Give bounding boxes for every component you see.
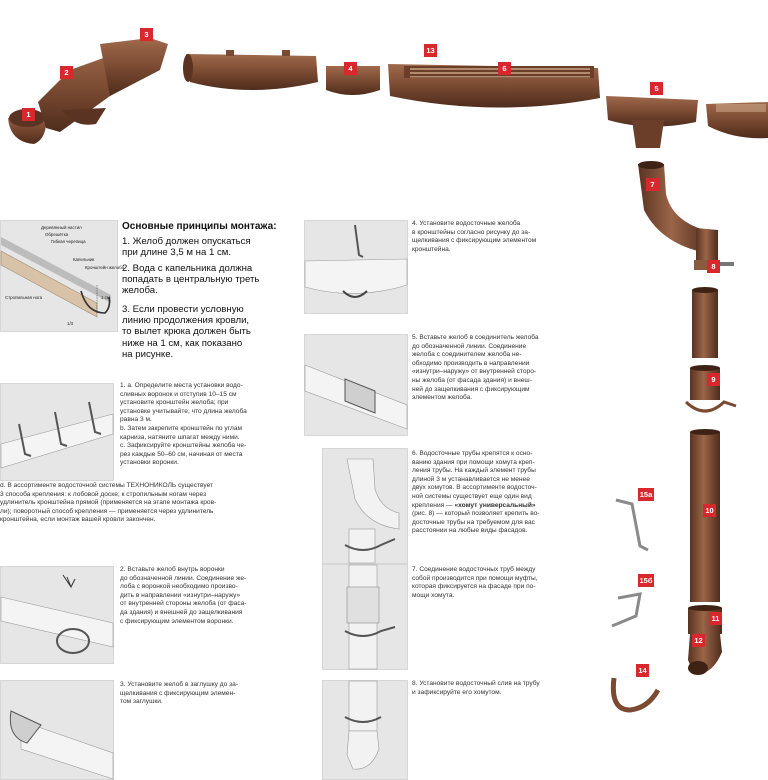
step6-text-bold: «хомут универсальный» [454,501,536,509]
roof-label-shingles: Гибкая черепица [51,239,86,244]
step6-text-c: (рис. 8) — который позволяет крепить во- досточные трубы на требуемом для вас расстоянии на любые виды фасадов. [412,510,540,535]
step4-illustration [304,220,408,314]
roof-dim-1cm: 1 см [101,295,110,300]
gutter-guard-section [388,64,600,108]
badge-15b: 15б [639,576,653,585]
step6-text-a: 6. Водосточные трубы крепятся к осно- ванию здания при помощи хомута креп- ления трубы. На каждый элемент трубы длиной 3 м устанавливается не менее двух хомутов. В ассортименте водосточ- ной системы существует еще один вид крепления — [412,450,537,509]
bracket-extender-rotary [612,594,640,626]
badge-9: 9 [707,373,720,386]
downpipe-assembly [600,150,768,778]
badge-13: 13 [424,44,437,57]
step3-illustration [0,680,114,780]
badge-1: 1 [22,108,35,121]
principles-title: Основные принципы монтажа: [122,221,277,232]
step2-text: 2. Вставьте желоб внутрь воронки до обозначенной линии. Соединение же- лоба с воронкой необходимо произво- дить в направлении «изнутри–наружу» от внутренней стороны желоба (от фаса- да здания) и внешней до защелкивания с фиксирующим элементом воронки. [120,566,247,625]
principle-1: 1. Желоб должен опускаться при длине 3,5 м на 1 см. [122,236,251,259]
badge-14: 14 [636,664,649,677]
gutter-corner-piece [100,38,168,96]
roof-section-diagram [0,220,125,332]
gutter-assembly-top [0,0,768,160]
step8-illustration [322,680,408,780]
step7-illustration [322,564,408,670]
step6-text [412,450,584,536]
roof-label-rafter: Стропильная нога [5,295,43,300]
badge-7: 7 [646,178,659,191]
gutter-section [183,50,318,90]
badge-8: 8 [707,260,720,273]
badge-4: 4 [344,62,357,75]
pipe-long [690,432,720,602]
badge-6: 6 [498,62,511,75]
badge-2: 2 [60,66,73,79]
step4-text: 4. Установите водосточные желоба в кронштейны согласно рисунку до за- щелкивания с фиксирующим элементом кронштейна. [412,220,537,253]
badge-10: 10 [703,504,716,517]
badge-3: 3 [140,28,153,41]
roof-label-bracket: Кронштейн желоба [85,265,125,270]
gutter-funnel [606,96,698,148]
badge-11: 11 [709,612,722,625]
roof-label-battens: Обрешётка [45,232,69,237]
pipe-segment [692,290,718,358]
step5-illustration [304,334,408,436]
step5-text: 5. Вставьте желоб в соединитель желоба до обозначенной линии. Соединение желоба с соединителем желоба не- обходимо производить в направлении «изнутри–наружу» от внутренней сторо- ны желоба (от фасада здания) и внеш- ней до защелкивания с фиксирующим элементом желоба. [412,334,539,402]
gutter-section-right [706,102,768,138]
step7-text: 7. Соединение водосточных труб между собой производится при помощи муфты, которая фиксируется на фасаде при по- мощи хомута. [412,566,538,599]
roof-label-decking: Деревянный настил [41,225,82,230]
step8-text: 8. Установите водосточный слив на трубу и зафиксируйте его хомутом. [412,680,540,696]
roof-dim-third: 1/3 [67,321,74,326]
badge-5: 5 [650,82,663,95]
step1-text: 1. а. Определите места установки водо- сливных воронок и отступив 10–15 см установите кронштейн желоба; при установке учитывайте, что длина желоба равна 3 м. b. Затем закрепите кронштейн по углам карниза, натяните шпагат между ними. c. Зафиксируйте кронштейны желоба че- рез каждые 50–60 см, начиная от места установки воронки. [120,382,247,467]
step1-illustration [0,383,114,481]
gutter-hook-bracket [613,678,658,710]
principle-2: 2. Вода с капельника должна попадать в центральную треть желоба. [122,263,260,297]
badge-15a: 15а [639,490,653,499]
bracket-extender-straight [616,500,648,550]
principle-3: 3. Если провести условную линию продолжения кровли, то вылет крюка должен быть ниже на 1 см, как показано на рисунке. [122,304,251,360]
step2-illustration [0,566,114,664]
badge-12: 12 [692,634,705,647]
step3-text: 3. Установите желоб в заглушку до за- щелкивания с фиксирующим элемен- том заглушки. [120,681,239,706]
roof-label-drip-edge: Капельник [73,257,95,262]
step1d-text: d. В ассортименте водосточной системы ТЕХНОНИКОЛЬ существует 3 способа крепления: к лобовой доске; к стропильным ногам через удлинитель кронштейна прямой (применяется на этапе монтажа кров- ли); поворотный способ крепления — применяется через удлинитель кронштейна, если монтаж вашей кровли закончен. [0,482,217,524]
step6-illustration [322,448,408,564]
